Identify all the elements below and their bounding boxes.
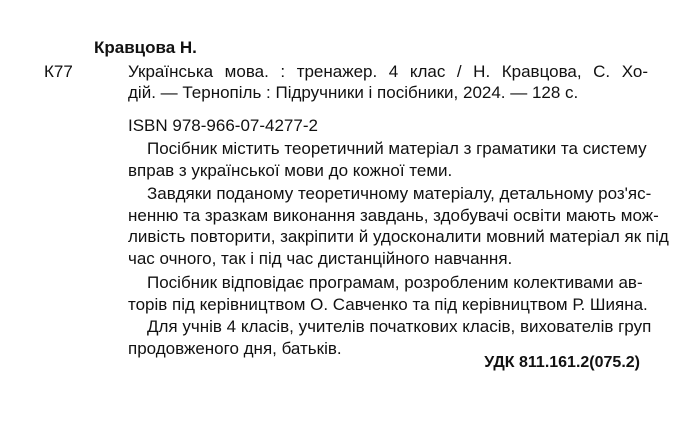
annotation-p1-line-1: Посібник містить теоретичний матеріал з граматики та систему bbox=[147, 139, 647, 158]
annotation-p2-line-4: час очного, так і під час дистанційного навчання. bbox=[128, 248, 513, 268]
udk-code: УДК 811.161.2(075.2) bbox=[484, 354, 640, 371]
bibliographic-line-2: дій. — Тернопіль : Підручники і посібники, 2024. — 128 с. bbox=[128, 83, 579, 102]
annotation-p3-line-2: торів під керівництвом О. Савченко та під керівництвом Р. Шияна. bbox=[128, 294, 648, 314]
classification-code: К77 bbox=[44, 62, 73, 81]
author-name: Кравцова Н. bbox=[94, 38, 197, 57]
annotation-p2-line-1: Завдяки поданому теоретичному матеріалу, детальному роз'яс- bbox=[147, 184, 652, 203]
annotation-p3-line-1: Посібник відповідає програмам, розробленим колективами ав- bbox=[147, 273, 643, 292]
annotation-p2-line-3: ливість повторити, закріпити й удосконалити мовний матеріал як під bbox=[128, 227, 669, 246]
annotation-p4-line-2: продовженого дня, батьків. bbox=[128, 338, 342, 358]
bibliographic-line-1: Українська мова. : тренажер. 4 клас / Н. Кравцова, С. Хо- bbox=[128, 62, 648, 81]
annotation-p2-line-2: ненню та зразкам виконання завдань, здобувачі освіти мають мож- bbox=[128, 205, 659, 225]
isbn-number: ISBN 978-966-07-4277-2 bbox=[128, 116, 318, 135]
annotation-p4-line-1: Для учнів 4 класів, учителів початкових класів, вихователів груп bbox=[147, 317, 652, 336]
annotation-p1-line-2: вправ з української мови до кожної теми. bbox=[128, 160, 453, 180]
